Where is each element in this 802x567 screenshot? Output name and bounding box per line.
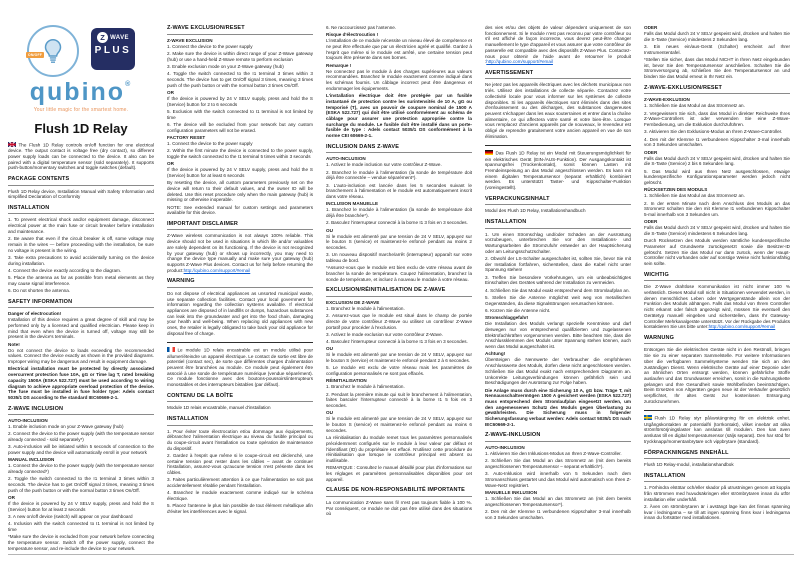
qubino-wordmark [8, 80, 154, 105]
paragraph: 2. Be aware that even if the circuit breaker is off, some voltage may remain in the wires — before proceeding with the installation, be sure no voltage is present in the wiring. [8, 236, 154, 253]
paragraph [485, 25, 631, 65]
flag-en-icon [8, 142, 16, 147]
subheading: Achtung! [485, 351, 506, 357]
paragraph: 2. Obwohl der LS-Schalter ausgeschaltet ist, sollten Sie, bevor Sie mit der Installation fortfahren, sicherstellen, dass die Kabel nicht unter Spannung stehen! [485, 255, 631, 273]
paragraph: Installation of this device requires a great degree of skill and may be performed only by a licensed and qualified electrician. Please keep in mind that even when the device is turned off, voltage may still be present in the device's terminals. [8, 317, 154, 340]
paragraph: Do not connect the device to loads exceeding the recommended values. Connect the device exactly as shown in the provided diagrams. Improper wiring may be dangerous and result in equipment damage. [8, 347, 154, 365]
paragraph: If the device is powered by 24 V SELV supply, press and hold the S (Service) button for at least 6 seconds [167, 167, 313, 178]
subheading: Note! [8, 341, 20, 347]
paragraph-text: Z-Wave wireless communication is not always 100% reliable. This device should not be used in situations in which life and/or valuables are solely dependent on its functioning. If the device is not recognized by your gateway (hub) or shows up incorrectly, you may need to change the device type manually and make sure your gateway (hub) supports Z-Wave Plus devices. Contact us for help before returning the product: [167, 233, 313, 273]
paragraph: 1. Um einen Stromschlag und/oder Schäden an der Ausrüstung vorzubeugen, unterbrechen Sie vor den Installations- und Wartungsarbeiten die Stromzufuhr entweder an der Hauptsicherung oder am Leitungsschutzschalter. [485, 231, 631, 254]
subheading: OU [326, 227, 333, 233]
section-heading: Z-WAVE-INKLUSION [485, 432, 631, 442]
flag-sv-icon [644, 415, 652, 420]
paragraph: 2. Assurez-vous que le module est situé dans le champ de portée directe de votre contrôleur Z-Wave ou utilisez un contrôleur Z-Wave portatif pour procéder à l'exclusion. [326, 313, 472, 330]
paragraph: 2. Basculez l'interrupteur connecté à la borne I1 3 fois en 3 secondes. [326, 220, 468, 226]
support-link[interactable]: http://qubino.com/support/#email [708, 324, 776, 330]
paragraph: Do not dispose of electrical appliances as unsorted municipal waste, use separate collection facilities. Contact your local government for information regarding the collection systems available. If electrical appliances are disposed of in landfills or dumps, hazardous substances can leak into the groundwater and get into the food chain, damaging your health and well-being. When replacing old appliances with new ones, the retailer is legally obligated to take back your old appliance for disposal free of charge. [167, 290, 313, 336]
paragraph: 3. Activez le mode exclusion sur votre contrôleur Z-Wave. [326, 331, 444, 337]
safety-bold-paragraph: L'installation électrique doit être protégée par un fusible instantané de protection contre les surintensités de 10 A, gG ou temporisé (T), avec un pouvoir de coupure nominal de 1500 A (ESKA 522.727) qui doit être utilisé conformément au schéma de câblage pour assurer une protection appropriée contre la surcharge du module. Le fusible doit être installé dans un porte-fusible de type : Adels contact 5035/1 DS conformément à la norme CEI 60669-2-1. [326, 93, 472, 139]
support-link[interactable]: http://qubino.com/support/#email [183, 267, 251, 273]
subheading: AUTO-INCLUSION [326, 156, 366, 162]
zwave-badge-wave-label: WAVE [110, 34, 129, 41]
subheading: AUTO-INCLUSION [8, 418, 48, 424]
subheading: INCLUSION MANUELLE [326, 201, 379, 207]
safety-bold-paragraph: Electrical installation must be protected by directly associated overcurrent protection fuse 10A, gG or Time lag T, rated breaking capacity 1500A (ESKA 522.727) must be used according to wiring diagram to achieve appropriate overload protection of the device. The fuse must be installed in fuse holder type: Adels contact 5035/1 DS according to the standard IEC60669-2-1. [8, 366, 154, 400]
paragraph: 4. Connect the device exactly according to the diagram. [8, 267, 122, 273]
subheading: AUTO-INKLUSION [485, 444, 525, 450]
paragraph: 1. Förhindra elstötar och/eller skador på utrustningen genom att koppla från strömmen med huvudsäkringen eller strömbrytaren innan du utför installation eller underhåll. [644, 485, 790, 502]
safety-bold-paragraph: Die Anlage muss durch eine Sicherung 10 A, gG bzw. Träge T, mit Nennausschaltvermögen 1500 A gesichert werden (ESKA 522.727) muss entsprechend dem Stromlaufplan eingesetzt werden, um den angemessenen Schutz des Moduls gegen Überlastung zu gewährleisten. Die Sicherung muss in folgender Sicherungsfassung verbaut werden: Adels contact 5035/1 DS nach IEC60669-2-1. [485, 387, 631, 427]
manual-column-1 [8, 25, 154, 553]
section-heading: INSTALLATION [644, 473, 790, 483]
paragraph: 4. Branchez le module exactement comme indiqué sur le schéma électrique. [167, 490, 313, 502]
column-4-text [485, 25, 631, 520]
paragraph: 2. In der ersten Minute nach dem Anschluss des Moduls an das Stromnetz schalten Sie den mit Klemme I1 verbundenen Kippschalter 5-mal innerhalb von 3 Sekunden um. [644, 200, 790, 218]
manual-column-4 [485, 25, 631, 553]
paragraph: Falls das Modul durch 24 V SELV gespeist wird, drücken und halten Sie die S-Taste (Service) 2 bis 6 Sekunden lang. [644, 155, 790, 167]
section-heading: WARNING [167, 278, 313, 288]
subheading: OR [167, 161, 174, 167]
subheading: RÜCKSETZEN DES MODULS [644, 187, 708, 193]
subheading: Remarque ! [326, 62, 352, 68]
paragraph: 6. Do not shorten the antenna. [8, 288, 71, 294]
paragraph: 2. Toggle the switch connected to the I1 terminal 3 times within 3 seconds. The device has to get On/Off signal 3 times, meaning 3 times push of the push button or with the normal button 3 times On/Off. [8, 476, 154, 493]
qubino-logo [8, 25, 154, 113]
subheading: Stromschlaggefahr! [485, 315, 529, 321]
paragraph: 1. Pour éviter toute électrocution et/ou dommage aux équipements, débranchez l'alimentation électrique au niveau du fusible principal ou du coupe-circuit avant l'installation ou toute opération de maintenance du dispositif. [167, 428, 313, 451]
language-intro-text: The Flush 1D Relay controls on/off function for one electrical device. The output contact is voltage free (dry contact), so different power supply loads can be connected to the device. It also can be paired with a digital temperature sensor (sold separately). It supports push-button/momentary switches and toggle switches (default). [8, 142, 154, 171]
paragraph: 1. To prevent electrical shock and/or equipment damage, disconnect electrical power at the main fuse or circuit breaker before installation and maintenance. [8, 217, 154, 234]
section-heading: FÖRPACKNINGENS INNEHÅLL [644, 450, 790, 460]
paragraph: *Stellen Sie sicher, dass das Modul NICHT in Ihren Netz eingebunden ist, bevor Sie den Temperatursensor anschließen. Schalten Sie die Stromversorgung ab, schließen Sie den Temperatursensor an und binden Sie das Modul erneut in Ihr Netz ein. [644, 57, 790, 80]
section-heading: INSTALLATION [167, 416, 313, 426]
paragraph: 3. Take extra precautions to avoid accidentally turning on the device during installation. [8, 254, 154, 266]
language-intro-text: Flush 1D Relay styr på/avstängning för en elektrisk enhet. Utgångskontakten är potentialfri (torrkontakt), vilket innebär att olika strömförsörjningslaster kan anslutas till modulen. Den kan även anslutas till en digital temperatursensor (säljs separat). Den har stöd för tryckknapp/momentanbrytare och vippbrytare (standard). [644, 415, 790, 444]
paragraph: 4. Inclusion with the switch connected to I1 terminal is not limited by time [8, 521, 154, 533]
subheading: MANUELLE INKLUSION [485, 489, 538, 495]
section-heading: SAFETY INFORMATION [8, 299, 154, 309]
paragraph: Flush 1D Relay device, Installation Manual with Safety Information and simplified Declaration of Conformity [8, 188, 154, 200]
paragraph: Modul des Flush 1D Relay, Installationshandbuch [485, 208, 586, 214]
zwave-plus-badge [91, 28, 135, 70]
subheading: FACTORY RESET [167, 134, 206, 140]
paragraph: 2. Den mit der Klemme I1 verbundenen Kippschalter 3-mal innerhalb von 3 Sekunden umschalten. [485, 508, 631, 520]
paragraph: REMARQUE : Consultez le manuel détaillé pour plus d'informations sur les réglages et paramètres personnalisables disponibles pour cet appareil. [326, 465, 472, 482]
paragraph: 1. Schließen Sie das Modul an das Stromnetz an. [644, 103, 745, 109]
section-heading: CONTENU DE LA BOÎTE [167, 393, 313, 403]
paragraph: 5. Stellen Sie die Antenne möglichst weit weg von metallischen Gegenständen, da diese Signalstörungen verursachen können. [485, 294, 631, 306]
section-heading: CLAUSE DE NON-RESPONSABILITÉ IMPORTANTE [326, 487, 472, 497]
subheading: OR [8, 495, 15, 501]
paragraph: 2. Även om strömbrytaren är i avstängt läge kan det finnas spänning kvar i ledningarna – se till att ingen spänning finns kvar i ledningarna innan du fortsätter med installationen. [644, 503, 790, 521]
paragraph: 1. Schließen Sie das Modul an das Stromnetz an. [644, 193, 745, 199]
section-heading: WICHTIG [644, 272, 790, 282]
paragraph: Die Installation des Moduls verlangt spezielle Kenntnisse und darf deswegen nur von entsprechend qualifizierten und zugelassenen Elektrofachkräften vorgenommen werden. Bitte beachten Sie, dass die Anschlussklemmen des Moduls unter Spannung stehen können, auch wenn das Modul ausgeschaltet ist. [485, 321, 631, 350]
paragraph: 1. Branchez le module à l'alimentation (la sonde de température doit déjà être branchée*). [326, 207, 472, 218]
subheading: RÉINITIALISATION [326, 378, 367, 384]
section-heading: Z-WAVE EXCLUSION/RESET [167, 25, 313, 35]
paragraph-text: des vies et/ou des objets de valeur dépendent uniquement de son fonctionnement. Si le module n'est pas reconnu par votre contrôleur ou s'il est affiché de façon incorrecte, vous devrez peut-être changer manuellement le type d'appareil et vous assurer que votre contrôleur de passerelle est compatible avec des dispositifs Z-Wave Plus. Contactez-nous pour obtenir de l'aide avant de retourner le produit : [485, 25, 631, 65]
paragraph-text: Die Z-Wave drahtlose Kommunikation ist nicht immer 100 % verlässlich. Dieses Modul soll nicht in Situationen verwendet werden, in denen menschliches Leben oder Wertgegenstände allein von der Funktion des Moduls abhängen. Falls das Modul von Ihrem Controller nicht erkannt oder falsch angezeigt wird, müssen Sie eventuell den Gerätetyp manuell eingeben und sicherstellen, dass Ihr Gateway-Controller Mehrkanalgeräte unterstützt. Vor der Rückgabe des Produkts kontaktieren Sie uns bitte unter: [644, 284, 790, 330]
manual-column-2 [167, 25, 313, 553]
wordmark-text: qubino [29, 78, 126, 106]
paragraph: 6. The device will be excluded from your network but any custom configuration parameters will not be erased. [167, 121, 313, 133]
support-link[interactable]: http://qubino.com/support/#email [486, 59, 553, 65]
subheading: ODER [644, 219, 658, 225]
subheading: ODER [644, 149, 658, 155]
paragraph: If the device is powered by 24 V SELV supply, press and hold the S (Service) button for at least 2 seconds [8, 501, 154, 512]
paragraph: 4. Basculez l'interrupteur connecté à la borne I1 3 fois en 3 secondes. [326, 339, 468, 345]
paragraph: 1. Branchez le module à l'alimentation. [326, 384, 405, 390]
paragraph: Durch Rücksetzen des Moduls werden sämtliche kundenspezifische Parameter auf Grundwerte zurückgesetzt sowie die Besitzer-ID gelöscht. Setzen Sie das Modul nur dann zurück, wenn der Haupt-Controller nicht vorhanden oder auf sonstige Weise nicht funktionsfähig sein sollte. [644, 238, 790, 267]
paragraph: 2. Make sure the device is within direct range of your Z-Wave gateway (hub) or use a hand-held Z-Wave remote to perform exclusion [167, 50, 313, 62]
paragraph: 4. Schließen Sie das Modul exakt entsprechend dem Stromlaufplan an. [485, 287, 630, 293]
paragraph: Module 1D relais encastrable, manuel d'installation [167, 405, 271, 411]
section-heading: EXCLUSION/RÉINITIALISATION DE Z-WAVE [326, 287, 472, 297]
section-heading: INSTALLATION [8, 205, 154, 215]
zwave-logo-icon: Z [97, 32, 108, 43]
lightbulb-icon [27, 25, 79, 77]
paragraph: 3. Enable exclusion mode on your Z-Wave gateway (hub) [167, 63, 284, 69]
paragraph: 1. Enable inclusion mode on your Z-Wave gateway (hub) [8, 424, 124, 430]
paragraph: 2. Schließen Sie das Modul an das Stromnetz an (mit dem bereits angeschlossenen Temperatursensor – separat erhältlich*). [485, 458, 631, 469]
subheading: Z-WAVE-EXKLUSION [644, 97, 690, 103]
on-off-ribbon: ON/OFF [28, 53, 43, 57]
paragraph: 5. Le module est exclu de votre réseau mais les paramètres de configuration personnalisés ne sont pas effacés. [326, 365, 472, 377]
paragraph: 2. Connect the device to the power supply (with the temperature sensor already connected - sold separately*) [8, 431, 154, 443]
page-footer-rule [8, 554, 794, 555]
paragraph: 3. Auto-inclusion will be initiated within 5 seconds of connection to the power supply and the device will automatically enroll in your network [8, 444, 154, 456]
section-heading: PACKAGE CONTENTS [8, 176, 154, 186]
flag-fr-icon [167, 347, 175, 352]
paragraph: 3. Un nouveau dispositif marche/arrêt (interrupteur) apparaît sur votre tableau de bord. [326, 252, 472, 263]
paragraph: 3. L'auto-inclusion est lancée dans les 5 secondes suivant le branchement à l'alimentation et le module est automatiquement inscrit dans votre réseau. [326, 182, 472, 199]
paragraph: L'installation de ce module nécessite un niveau élevé de compétence et ne peut être effectuée que par un électricien agréé et qualifié. Gardez à l'esprit que même si le module est arrêté, une certaine tension peut toujours être présente dans ses bornes. [326, 38, 472, 61]
paragraph: 1. Connect the device to the power supply [167, 43, 253, 49]
subheading: EXCLUSION DE Z-WAVE [326, 299, 380, 305]
paragraph: 2. Pendant la première minute qui suit le branchement à l'alimentation, faites basculer l'interrupteur connecté à la borne I1 5 fois en 3 secondes. [326, 391, 472, 409]
paragraph: *Make sure the device is excluded from your network before connecting the temperature sensor. Switch off the power supply, connect the temperature sensor, and re-include the device to your network. [8, 534, 154, 551]
subheading: ODER [644, 25, 658, 30]
column-5-text [644, 25, 790, 521]
paragraph: 1. Activez le mode inclusion sur votre contrôleur Z-Wave. [326, 162, 442, 168]
paragraph: 5. Placez l'antenne le plus loin possible de tout élément métallique afin d'éviter les interférences avec le signal. [167, 503, 313, 515]
language-intro-text: Das Flush 1D Relay ist ein Modul mit Steuerungsmöglichkeit für ein elektrisches Gerät (EIN-/AUS-Funktion). Der Ausgangskontakt ist spannungsfrei (Trockenkontakt), somit können Lasten mit Fremdeinspeisung an das Modul angeschlossen werden. Es kann mit einem digitalen Temperatursensor (separat erhältlich) kombiniert werden. Es unterstützt Taster- und Kippschalter-Funktion (voreingestellt). [485, 150, 631, 191]
paragraph: Flush 1D Relay-modul, installationshandbok [644, 462, 734, 467]
section-heading: INSTALLATION [485, 219, 631, 229]
paragraph: Übersteigen die Nennwerte der Verbraucher die empfohlenen Anschlusswerte des Moduls, dürfen diese nicht angeschlossen werden. Schließen Sie das Modul exakt nach entsprechendem Diagramm an. Unkorrekte Leitungsverbindungen können gefährlich sein und Beschädigungen der Ausrüstung zur Folge haben. [485, 357, 631, 386]
paragraph: La communication Z-Wave sans fil n'est pas toujours fiable à 100 %. Par conséquent, ce module ne doit pas être utilisé dans des situations où [326, 499, 472, 517]
paragraph: 1. Connect the device to the power supply [167, 140, 253, 146]
subheading: OU [326, 346, 333, 352]
paragraph: 4. Den mit der Klemme I1 verbundenen Kippschalter 3-mal innerhalb von 3 Sekunden umschalten. [644, 136, 790, 148]
paragraph: Entsorgen Sie die elektrischen Geräte nicht in den Restmüll, bringen Sie sie zu einer separaten Sammelstelle. Für weitere Informationen über die verfügbaren Sammelsysteme wenden Sie sich an den zuständigen Dienst. Wenn elektrische Geräte auf einer Deponie oder an ähnlichen Orten entsorgt werden, können gefährliche Stoffe auslaufen und das Grundwasser erreichen, somit in die Nahrungskette gelangen und Ihre Gesundheit sowie Wohlbefinden beeinträchtigen. Beim Ersetzen von Altgeräten gegen neue ist der Verkäufer gesetzlich verpflichtet, Ihr altes Gerät zur kostenlosen Entsorgung zurückzunehmen. [644, 347, 790, 404]
column-2-text [167, 25, 313, 515]
paragraph: 2. Within the first minute the device is connected to the power supply, toggle the switch connected to the I1 terminal 5 times within 3 seconds [167, 148, 313, 159]
paragraph: If the device is powered by 24 V SELV supply, press and hold the S (Service) button for 2 to 6 seconds [167, 95, 313, 107]
paragraph: La réinitialisation du module remet tous les paramètres personnalisés précédemment configurés sur le module à leur valeur par défaut et l'identifiant (ID) du propriétaire est effacé. N'utilisez cette procédure de réinitialisation que lorsque le contrôleur principal est absent ou inutilisable. [326, 435, 472, 463]
subheading: Risque d'électrocution ! [326, 32, 379, 38]
paragraph: Ne connectez pas le module à des charges supérieures aux valeurs recommandées. Branchez le module exactement comme indiqué dans les schémas fournis. Un câblage incorrect peut être dangereux et endommager les équipements. [326, 68, 472, 91]
paragraph: 2. Gardez à l'esprit que même si le coupe-circuit est déclenché, une certaine tension peut rester dans les câbles – avant de continuer l'installation, assurez-vous qu'aucune tension n'est présente dans les câbles. [167, 452, 313, 476]
paragraph: 6. Kürzen Sie die Antenne nicht. [485, 307, 551, 313]
brand-tagline: Your little magic for the smartest home. [33, 107, 129, 113]
subheading: Danger of electrocution! [8, 311, 62, 317]
paragraph: Falls das Modul durch 24 V SELV gespeist wird, drücken und halten Sie die S-Taste (Service) mindestens 6 Sekunden lang. [644, 225, 790, 237]
language-intro [485, 145, 631, 190]
section-heading: IMPORTANT DISCLAIMER [167, 221, 313, 231]
subheading: Z-WAVE EXCLUSION [167, 37, 213, 43]
paragraph [167, 233, 313, 273]
paragraph: 1. Branchez le module à l'alimentation. [326, 305, 405, 311]
language-intro [644, 410, 790, 444]
paragraph: Si le module est alimenté par une tension de 24 V SELV, appuyez sur le bouton S (service) et maintenez-le enfoncé pendant au moins 2 secondes. [326, 233, 472, 250]
column-1-text [8, 142, 154, 552]
paragraph: 3. A new on/off device (switch) will appear on your dashboard [8, 514, 133, 520]
paragraph: 3. Faites particulièrement attention à ce que l'alimentation ne soit pas accidentellement rétablie pendant l'installation. [167, 477, 313, 489]
section-heading: Z-WAVE-EXKLUSION/RESET [644, 85, 790, 95]
paragraph: 3. Treffen Sie besondere Vorkehrungen, um ein unbeabsichtigtes Einschalten des Gerätes während der Installation zu vermeiden. [485, 274, 631, 286]
zwave-badge-plus-label: PLUS [94, 45, 132, 56]
paragraph: Si le module est alimenté par une tension de 24 V SELV, appuyez sur le bouton S (service) et maintenez-le enfoncé pendant 2 à 6 secondes. [326, 352, 472, 364]
language-intro [167, 342, 313, 387]
paragraph: Ne jetez pas les appareils électriques avec les déchets municipaux non triés. Utilisez des installations de collecte séparée. Contactez votre collectivité locale pour vous informer sur les systèmes de collecte disponibles. Si les appareils électriques sont éliminés dans des sites d'enfouissement ou des décharges, des substances dangereuses peuvent s'échapper dans les eaux souterraines et entrer dans la chaîne alimentaire, ce qui affectera votre santé et votre bien-être. Lorsque vous remplacez d'anciens appareils par de nouveaux, le revendeur est obligé de reprendre gratuitement votre ancien appareil en vue de son élimination. [485, 82, 631, 139]
paragraph: 5. Exclusion with the switch connected to I1 terminal is not limited by time [167, 108, 313, 120]
paragraph: 3. Ein neues ein/aus-Gerät (Schalter) erscheint auf Ihrer Instrumententafel. [644, 44, 790, 55]
section-heading: Z-WAVE INCLUSION [8, 406, 154, 416]
paragraph: 5. Place the antenna as far as possible from metal elements as they may cause signal interference. [8, 275, 154, 286]
paragraph: By resetting the device, all custom parameters previously set on the device will return to their default values, and the owner ID will be deleted. Use this reset procedure only when the main gateway (hub) is missing or otherwise inoperable. [167, 180, 313, 203]
paragraph: 3. Auto-Inklusion wird innerhalb von 5 Sekunden nach dem Stromanschluss gestartet und das Modul wird automatisch von Ihren Z-Wave-Netz registriert. [485, 471, 631, 488]
subheading: OU [326, 410, 333, 416]
paragraph: 2. Vergewissern Sie sich, dass das Modul in direkter Reichweite Ihres Z-Wave-Controllers ist oder verwenden Sie eine Z-Wave-Fernbedienung, um die Exklusion durchzuführen. [644, 110, 790, 128]
section-heading: WARNUNG [644, 335, 790, 345]
flag-de-icon [485, 150, 493, 155]
section-heading: VERPACKUNGSINHALT [485, 196, 631, 206]
column-3-text [326, 25, 472, 517]
language-intro [8, 142, 154, 171]
paragraph: 6. Ne raccourcissez pas l'antenne. [326, 25, 397, 30]
subheading: MANUAL INCLUSION [8, 457, 55, 463]
language-intro-text: Le module 1D relais encastrable est un module utilisé pour allumer/éteindre un appareil électrique. Le contact de sortie est libre de potentiel (contact sec), de sorte que différentes charges d'alimentation peuvent être branchées au module. Ce module peut également être associé à une sonde de température numérique (vendue séparément). Ce module fonctionne avec des boutons-poussoirs/interrupteurs monostables et des interrupteurs bistables (par défaut). [167, 347, 313, 388]
subheading: OR [167, 89, 174, 95]
section-heading: INCLUSION DANS Z-WAVE [326, 144, 472, 154]
manual-column-5 [644, 25, 790, 553]
paragraph: 3. Aktivieren Sie den Exklusions-Modus an Ihren Z-Wave-Controller. [644, 129, 783, 135]
paragraph: 1. Connect the device to the power supply (with the temperature sensor already connected*) [8, 463, 154, 475]
paragraph: 1. Schließen Sie das Modul an das Stromnetz an (mit dem bereits angeschlossenen Temperatursensor*). [485, 495, 631, 507]
manual-column-3 [326, 25, 472, 553]
section-heading: AVERTISSEMENT [485, 70, 631, 80]
paragraph [644, 284, 790, 330]
paragraph: NOTE: See extended manual for custom settings and parameters available for this device. [167, 204, 313, 216]
paragraph: 5. Das Modul wird aus Ihren Netz ausgeschlossen, etwaige kundenspezifische Konfigurationsparameter werden jedoch nicht gelöscht. [644, 168, 790, 186]
paragraph: 1. Aktivieren Sie den Inklusions-Modus an Ihren Z-Wave-Controller. [485, 450, 622, 456]
paragraph: Si le module est alimenté par une tension de 24 V SELV, appuyez sur le bouton S (service) et maintenez-le enfoncé pendant au moins 6 secondes. [326, 416, 472, 433]
page-title: Flush 1D Relay [34, 121, 128, 136]
paragraph: 4. Toggle the switch connected to the I1 terminal 3 times within 3 seconds. The device has to get On/Off signal 3 times, meaning 3 times push of the push button or with the normal button 3 times On/Off. [167, 71, 313, 88]
paragraph: Falls das Modul durch 24 V SELV gespeist wird, drücken und halten Sie die S-Taste (Service) mindestens 2 Sekunden lang. [644, 31, 790, 42]
paragraph: *Assurez-vous que le module est bien exclu de votre réseau avant de brancher la sonde de température. Coupez l'alimentation, branchez la sonde de température, et incluez à nouveau le module à votre réseau. [326, 265, 472, 282]
registered-mark: ® [125, 81, 133, 88]
paragraph: 2. Branchez le module à l'alimentation (la sonde de température doit déjà être connectée – vendue séparément*). [326, 169, 472, 181]
